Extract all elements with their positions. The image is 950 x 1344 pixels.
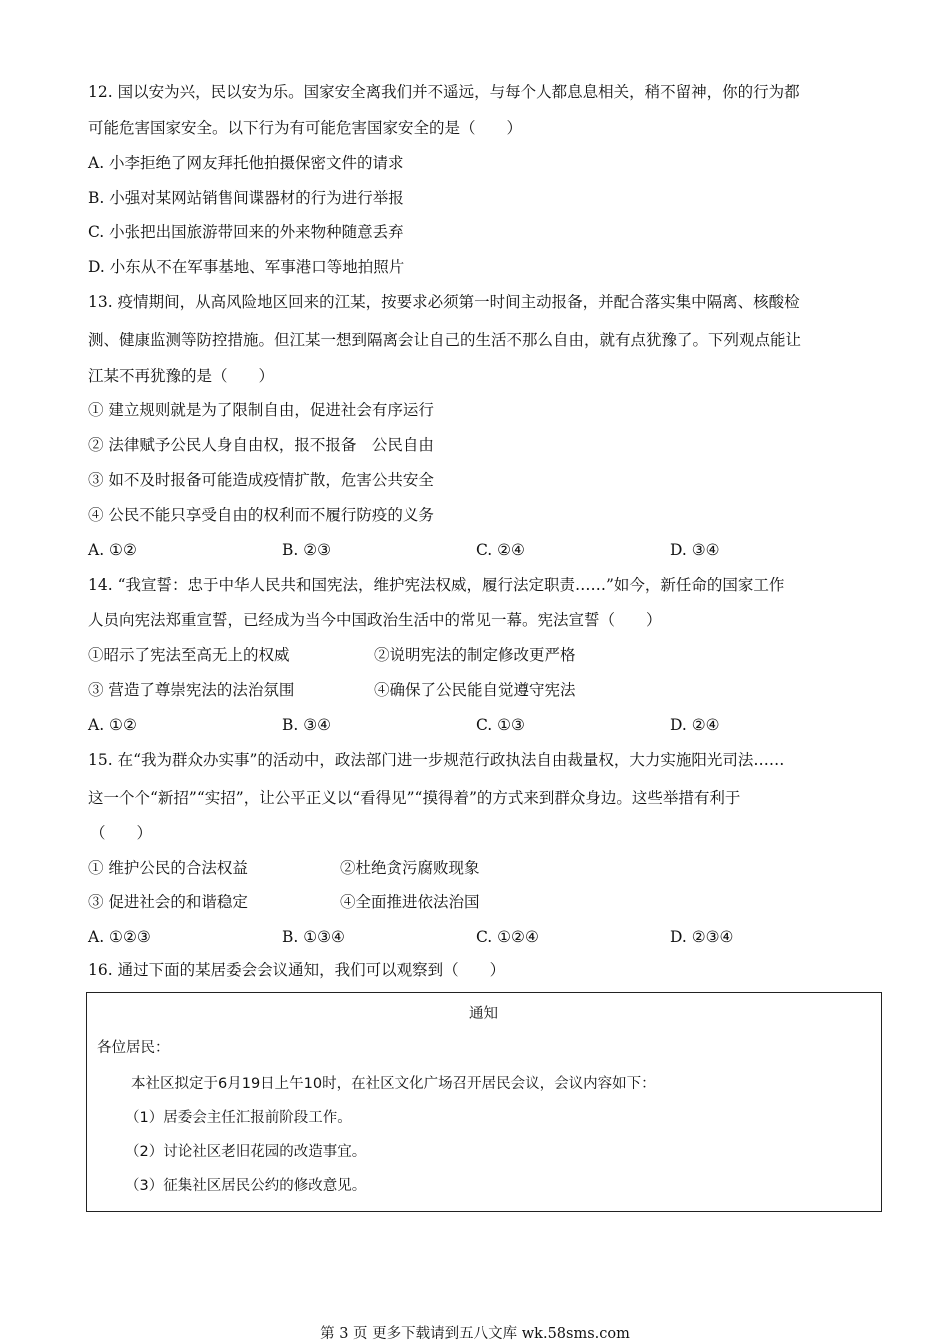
q12-option-b: B. 小强对某网站销售间谍器材的行为进行举报 xyxy=(88,189,404,207)
q14-statement-4: ④确保了公民能自觉遵守宪法 xyxy=(374,681,576,699)
q15-stem-line2: 这一个个“新招”“实招”，让公平正义以“看得见”“摸得着”的方式来到群众身边。这些举措有利于 xyxy=(88,789,741,807)
notice-item-1: （1）居委会主任汇报前阶段工作。 xyxy=(125,1110,352,1126)
q12-stem-line1: 12. 国以安为兴，民以安为乐。国家安全离我们并不遥远，与每个人都息息相关，稍不留神，你的行为都 xyxy=(88,83,800,101)
notice-greeting: 各位居民： xyxy=(97,1040,170,1056)
q14-statement-2: ②说明宪法的制定修改更严格 xyxy=(374,646,576,664)
page-footer: 第 3 页 更多下载请到五八文库 wk.58sms.com xyxy=(320,1326,630,1342)
q13-option-a: A. ①② xyxy=(88,541,137,559)
q15-statement-1: ① 维护公民的合法权益 xyxy=(88,859,248,877)
q16-stem: 16. 通过下面的某居委会会议通知，我们可以观察到（ ） xyxy=(88,961,506,979)
q14-stem-line1: 14. “我宣誓：忠于中华人民共和国宪法，维护宪法权威，履行法定职责……”如今，新任命的国家工作 xyxy=(88,576,785,594)
q14-stem-line2: 人员向宪法郑重宣誓，已经成为当今中国政治生活中的常见一幕。宪法宣誓（ ） xyxy=(88,611,662,629)
q14-option-c: C. ①③ xyxy=(476,716,525,734)
q13-stem-line1: 13. 疫情期间，从高风险地区回来的江某，按要求必须第一时间主动报备，并配合落实集中隔离、核酸检 xyxy=(88,293,800,311)
q15-stem-line1: 15. 在“我为群众办实事”的活动中，政法部门进一步规范行政执法自由裁量权，大力实施阳光司法…… xyxy=(88,751,785,769)
q13-statement-4: ④ 公民不能只享受自由的权利而不履行防疫的义务 xyxy=(88,506,434,524)
q14-option-d: D. ②④ xyxy=(670,716,720,734)
q13-option-d: D. ③④ xyxy=(670,541,720,559)
q13-option-c: C. ②④ xyxy=(476,541,525,559)
q15-statement-3: ③ 促进社会的和谐稳定 xyxy=(88,893,248,911)
q14-statement-3: ③ 营造了尊崇宪法的法治氛围 xyxy=(88,681,295,699)
q13-stem-line2: 测、健康监测等防控措施。但江某一想到隔离会让自己的生活不那么自由，就有点犹豫了。下列观点能让 xyxy=(88,331,802,349)
notice-body: 本社区拟定于6月19日上午10时，在社区文化广场召开居民会议，会议内容如下： xyxy=(131,1076,656,1092)
q15-option-a: A. ①②③ xyxy=(88,928,151,946)
q15-option-d: D. ②③④ xyxy=(670,928,734,946)
q12-option-c: C. 小张把出国旅游带回来的外来物种随意丢弃 xyxy=(88,223,404,241)
q12-option-d: D. 小东从不在军事基地、军事港口等地拍照片 xyxy=(88,258,405,276)
q14-option-a: A. ①② xyxy=(88,716,137,734)
q15-statement-4: ④全面推进依法治国 xyxy=(340,893,480,911)
notice-item-3: （3）征集社区居民公约的修改意见。 xyxy=(125,1178,367,1194)
meeting-notice-box xyxy=(86,992,882,1212)
q14-statement-1: ①昭示了宪法至高无上的权威 xyxy=(88,646,290,664)
q14-option-b: B. ③④ xyxy=(282,716,332,734)
notice-title: 通知 xyxy=(469,1006,498,1022)
q13-stem-line3: 江某不再犹豫的是（ ） xyxy=(88,367,275,385)
notice-item-2: （2）讨论社区老旧花园的改造事宜。 xyxy=(125,1144,367,1160)
q12-option-a: A. 小李拒绝了网友拜托他拍摄保密文件的请求 xyxy=(88,154,404,172)
q15-option-c: C. ①②④ xyxy=(476,928,539,946)
q15-stem-line3: （ ） xyxy=(90,824,153,842)
q13-statement-2: ② 法律赋予公民人身自由权，报不报备 公民自由 xyxy=(88,436,434,454)
q15-statement-2: ②杜绝贪污腐败现象 xyxy=(340,859,480,877)
q13-statement-1: ① 建立规则就是为了限制自由，促进社会有序运行 xyxy=(88,401,434,419)
q15-option-b: B. ①③④ xyxy=(282,928,345,946)
q12-stem-line2: 可能危害国家安全。以下行为有可能危害国家安全的是（ ） xyxy=(88,119,523,137)
q13-option-b: B. ②③ xyxy=(282,541,332,559)
q13-statement-3: ③ 如不及时报备可能造成疫情扩散，危害公共安全 xyxy=(88,471,434,489)
